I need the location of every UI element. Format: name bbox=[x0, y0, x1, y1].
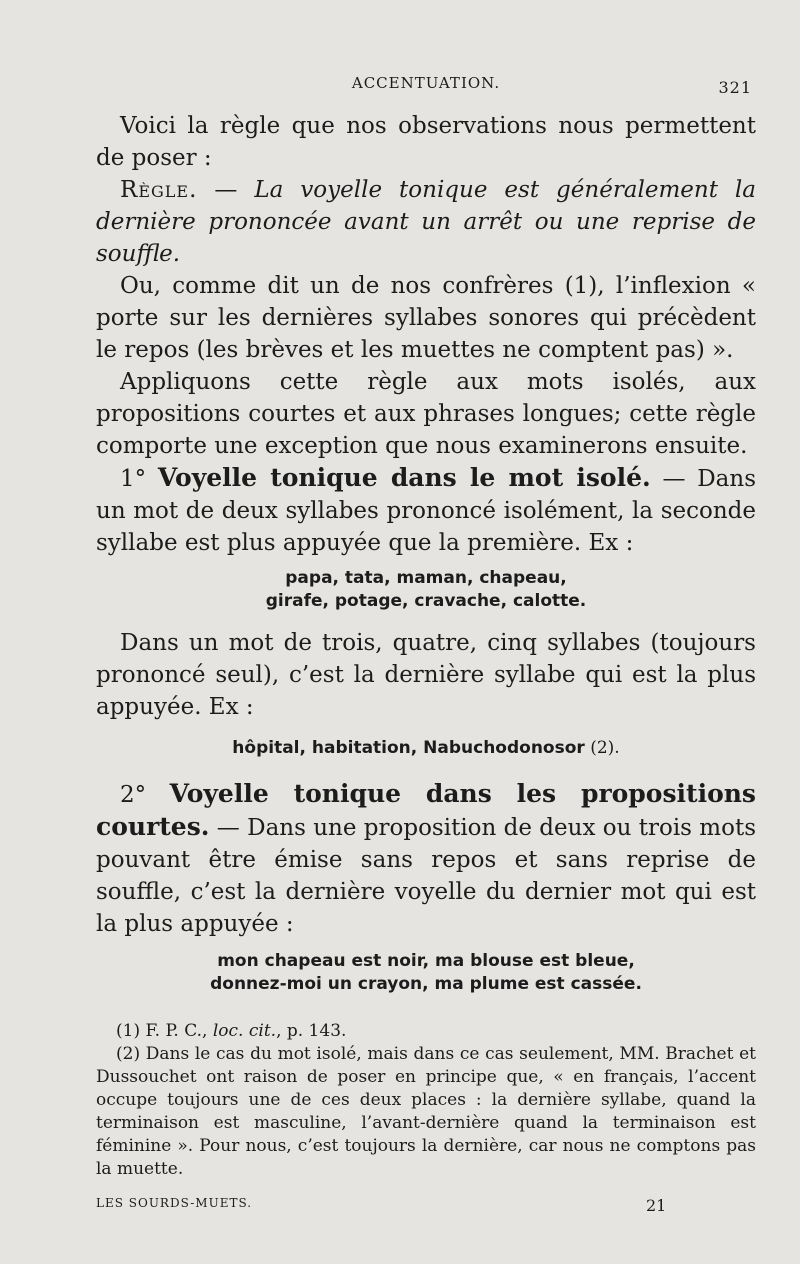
footnote-2: (2) Dans le cas du mot isolé, mais dans ce cas seulement, MM. Brachet et Dussouchet ont raison de poser en principe que, « en français, l’accent occupe toujours une de ces deux places : la dernière syllabe, quand la terminaison est masculine, l’avant-dernière quand la terminaison est féminine ». Pour nous, c’est toujours la dernière, car nous ne comptons pas la muette. bbox=[96, 1044, 756, 1179]
running-head: ACCENTUATION. bbox=[351, 74, 501, 92]
section-1-text: — Dans un mot de deux syllabes prononcé isolément, la seconde syllabe est plus appuyée que la première. Ex : bbox=[96, 466, 757, 556]
section-2-number: 2° bbox=[120, 782, 147, 808]
paragraph-intro: Voici la règle que nos observations nous permettent de poser : bbox=[96, 113, 756, 171]
footnote-1-loc: loc. cit. bbox=[212, 1021, 277, 1041]
section-2-text: — Dans une proposition de deux ou trois mots pouvant être émise sans repos et sans reprise de souffle, c’est la dernière voyelle du dernier mot qui est la plus appuyée : bbox=[96, 815, 756, 937]
example-line-4: mon chapeau est noir, ma blouse est bleue, bbox=[217, 951, 635, 971]
footnote-ref-2: (2). bbox=[584, 738, 620, 758]
footnotes bbox=[96, 1020, 756, 1181]
example-line-5: donnez-moi un crayon, ma plume est cassée. bbox=[210, 974, 642, 994]
rule-text: La voyelle tonique est généralement la dernière prononcée avant un arrêt ou une reprise de souffle. bbox=[96, 177, 757, 267]
section-1-heading: Voyelle tonique dans le mot isolé. bbox=[157, 463, 651, 492]
paragraph-multi-syllable: Dans un mot de trois, quatre, cinq syllabes (toujours prononcé seul), c’est la dernière syllabe qui est la plus appuyée. Ex : bbox=[96, 630, 756, 720]
footnote-1-source: (1) F. P. C., bbox=[116, 1021, 213, 1041]
paragraph-rule bbox=[96, 174, 756, 270]
paragraph-short-propositions bbox=[96, 778, 756, 940]
paragraph-apply: Appliquons cette règle aux mots isolés, aux propositions courtes et aux phrases longues; cette règle comporte une exception que nous examinerons ensuite. bbox=[96, 369, 756, 459]
rule-dash: — bbox=[197, 177, 255, 203]
rule-label: Règle. bbox=[120, 177, 198, 203]
example-line-2: girafe, potage, cravache, calotte. bbox=[265, 591, 587, 611]
signature-title: LES SOURDS-MUETS. bbox=[96, 1196, 253, 1210]
main-text bbox=[96, 110, 756, 996]
signature-number: 21 bbox=[646, 1196, 667, 1215]
page-header bbox=[96, 74, 756, 98]
footnote-1 bbox=[96, 1020, 756, 1043]
section-1-number: 1° bbox=[120, 466, 147, 492]
page-footer bbox=[96, 1196, 756, 1216]
footnote-1-page: , p. 143. bbox=[276, 1021, 347, 1041]
example-line-1: papa, tata, maman, chapeau, bbox=[285, 568, 567, 588]
page-number: 321 bbox=[718, 78, 752, 97]
paragraph-isolated-word bbox=[96, 462, 756, 559]
example-words: hôpital, habitation, Nabuchodonosor bbox=[232, 738, 585, 758]
section-2-heading: Voyelle tonique dans les propositions courtes. bbox=[96, 779, 756, 841]
example-line-3 bbox=[96, 737, 756, 760]
paragraph-quote: Ou, comme dit un de nos confrères (1), l’inflexion « porte sur les dernières syllabes sonores qui précèdent le repos (les brèves et les muettes ne comptent pas) ». bbox=[96, 273, 756, 363]
